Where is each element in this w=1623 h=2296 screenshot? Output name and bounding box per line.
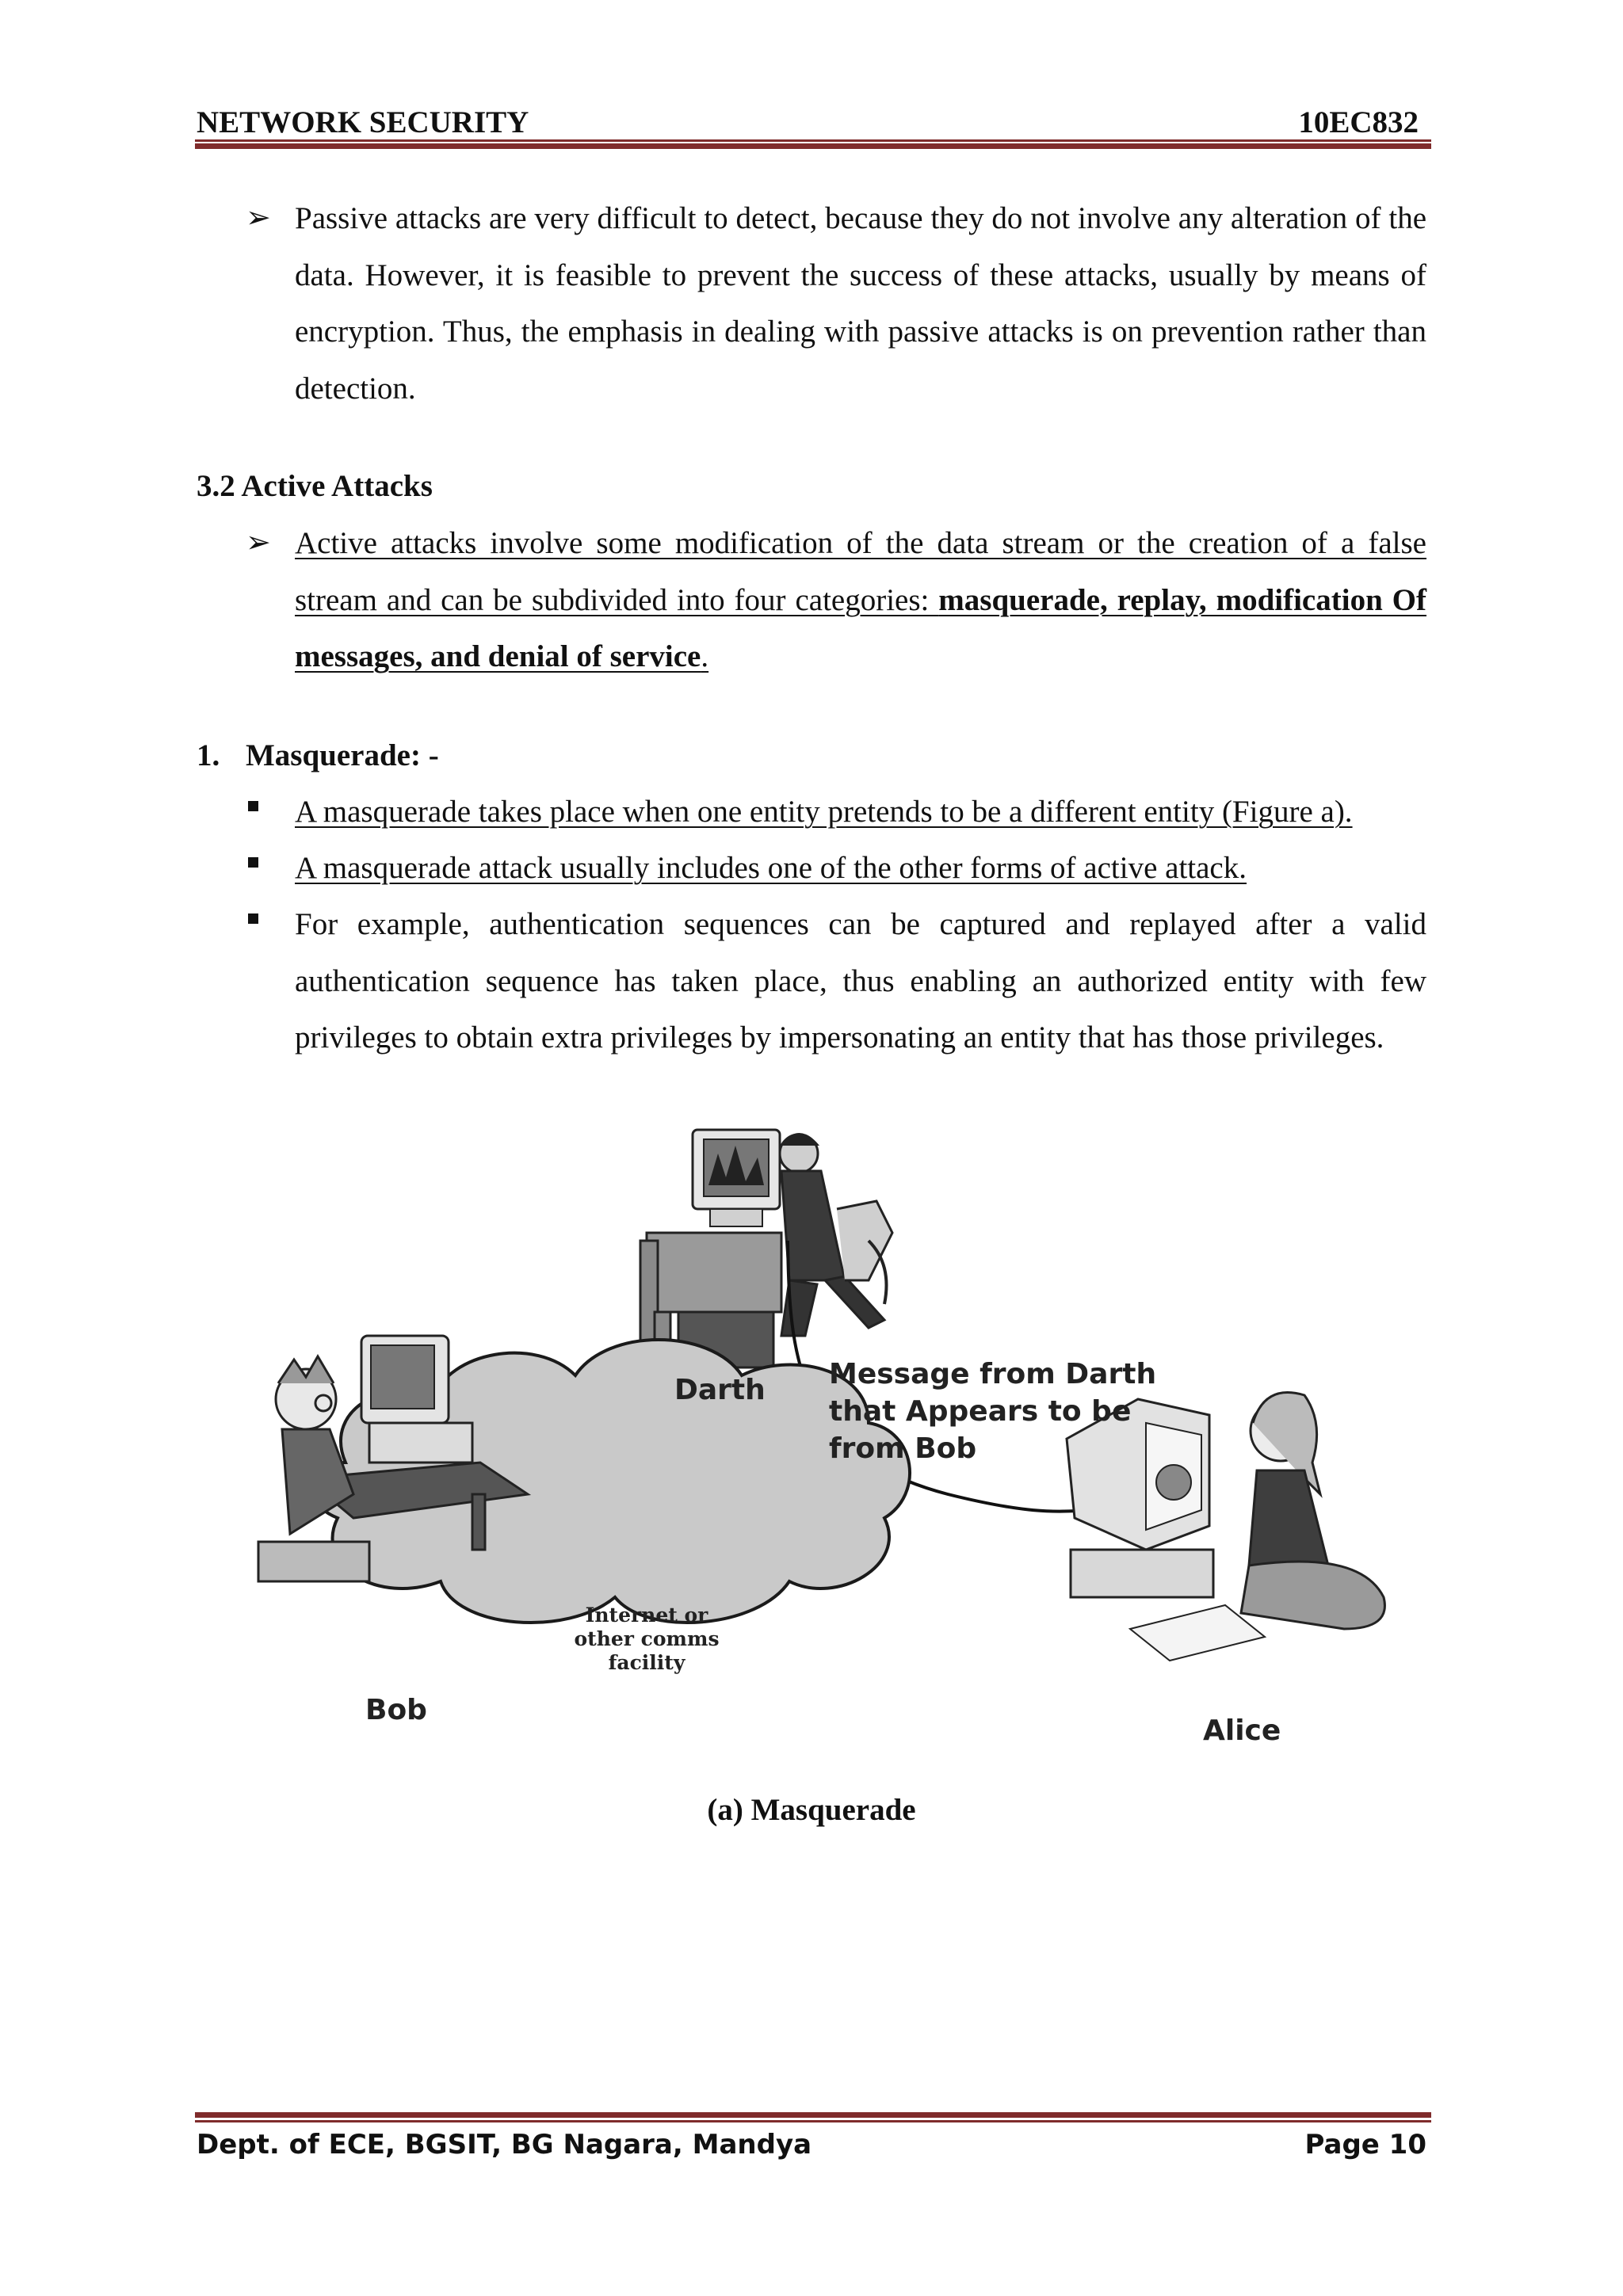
bob-label: Bob (365, 1694, 427, 1726)
arrow-bullet-icon: ➢ (246, 201, 271, 235)
header-course-code: 10EC832 (1298, 105, 1419, 139)
page-footer (197, 2129, 1426, 2161)
masquerade-heading-number: 1. (197, 738, 220, 772)
header-title: NETWORK SECURITY (197, 105, 529, 139)
masquerade-figure (235, 1122, 1439, 1772)
active-attacks-paragraph (295, 515, 1426, 685)
section-heading: 3.2 Active Attacks (197, 469, 433, 503)
active-attacks-end: . (701, 639, 709, 673)
footer-page-number: Page 10 (1304, 2129, 1426, 2161)
footer-rule-thin (195, 2120, 1431, 2122)
arrow-bullet-icon: ➢ (246, 526, 271, 559)
masquerade-item-1: A masquerade takes place when one entity pretends to be a different entity (Figure a). (295, 795, 1353, 829)
message-label-line-1: Message from Darth (829, 1358, 1157, 1390)
masquerade-item-2: A masquerade attack usually includes one of the other forms of active attack. (295, 851, 1247, 885)
alice-figure-icon (1241, 1393, 1384, 1629)
page-header (197, 98, 1430, 138)
figure-caption: (a) Masquerade (707, 1793, 916, 1827)
footer-department: Dept. of ECE, BGSIT, BG Nagara, Mandya (197, 2129, 812, 2161)
header-rule-thin (195, 139, 1431, 142)
active-attacks-categories: masquerade, replay, modification Of messages, and denial of service (295, 582, 1426, 673)
cloud-label-line-2: other comms facility (574, 1627, 720, 1674)
passive-attacks-text: Passive attacks are very difficult to detect, because they do not involve any alteration of the data. However, it is feasible to prevent the success of these attacks, usually by means of encryption. Thus, the emphasis in dealing with passive attacks is on prevention rather than detection. (295, 201, 1426, 406)
square-bullet-icon (248, 801, 258, 811)
darth-label: Darth (674, 1374, 766, 1406)
masquerade-item-3: For example, authentication sequences can be captured and replayed after a valid authentication sequence has taken place, thus enabling an authorized entity with few privileges to obtain extra privileges by impersonating an entity that has those privileges. (295, 907, 1426, 1055)
darth-figure-icon (780, 1133, 892, 1336)
cloud-label-line-1: Internet or (585, 1604, 708, 1627)
alice-label: Alice (1203, 1714, 1281, 1747)
passive-attacks-paragraph (295, 190, 1426, 417)
cloud-label (544, 1604, 750, 1675)
square-bullet-icon (248, 857, 258, 868)
active-attacks-intro: Active attacks involve some modification of the data stream or the creation of a false stream and can be subdivided into four categories: (295, 526, 1426, 617)
header-rule-thick (195, 143, 1431, 149)
message-label-line-3: from Bob (829, 1432, 977, 1465)
message-label (829, 1356, 1156, 1467)
message-label-line-2: that Appears to be (829, 1395, 1132, 1428)
footer-rule-thick (195, 2112, 1431, 2118)
masquerade-heading: Masquerade: - (246, 738, 439, 772)
square-bullet-icon (248, 913, 258, 924)
